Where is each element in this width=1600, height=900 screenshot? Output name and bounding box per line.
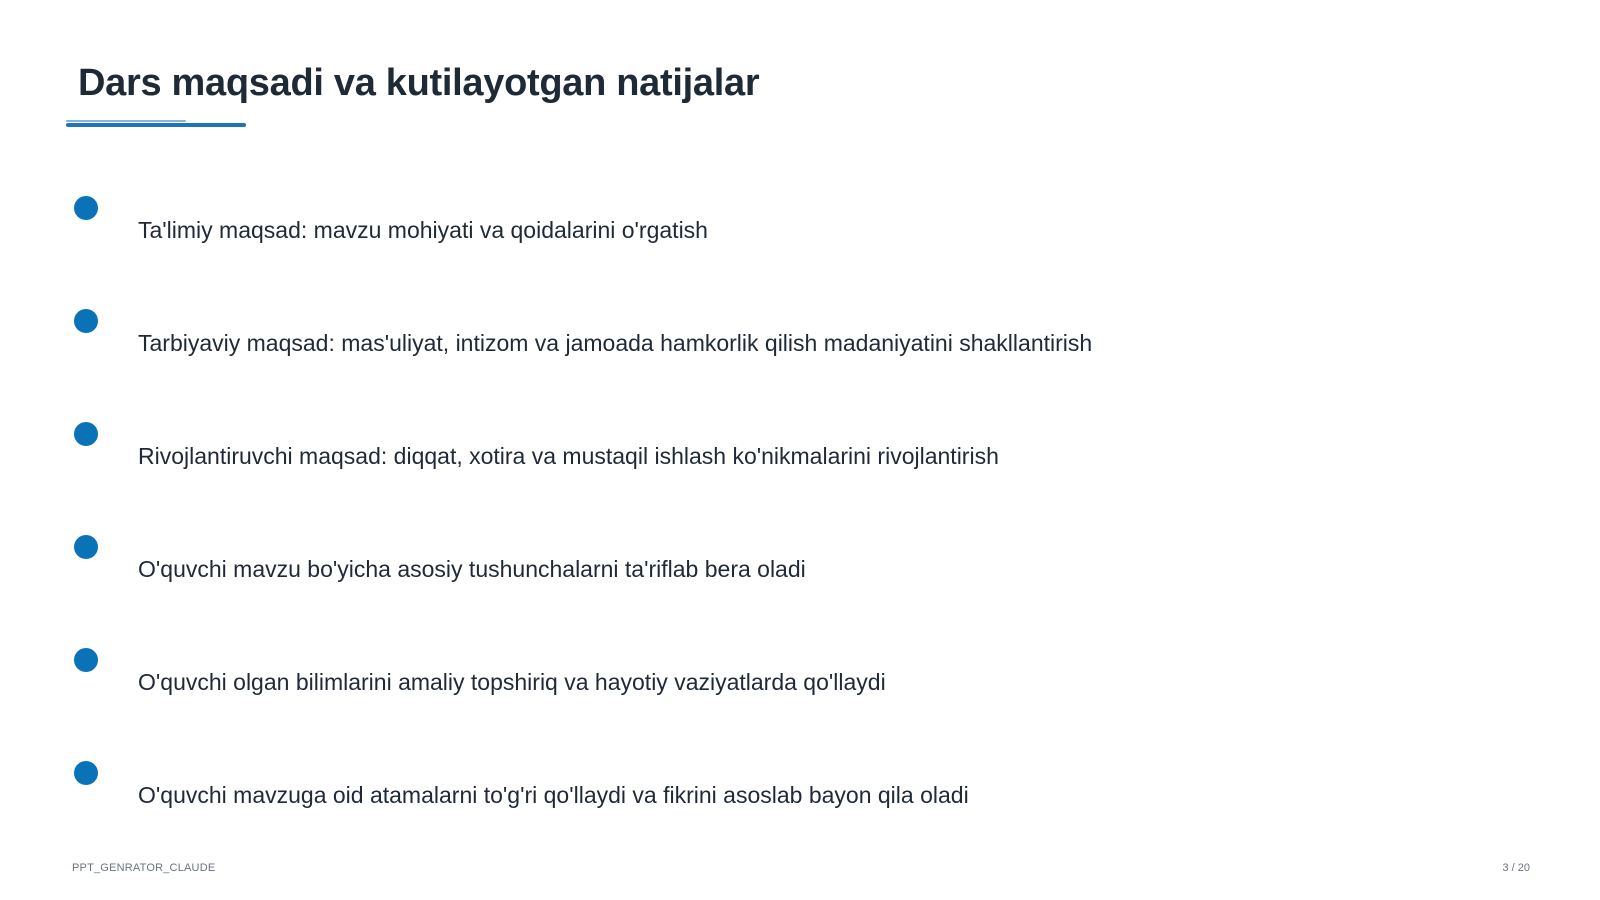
bullet-item <box>0 309 1600 369</box>
bullet-dot-icon <box>74 535 98 559</box>
bullet-dot-icon <box>74 648 98 672</box>
bullet-dot-icon <box>74 196 98 220</box>
bullet-item <box>0 196 1600 256</box>
bullet-dot-icon <box>74 309 98 333</box>
bullet-item <box>0 761 1600 821</box>
slide-title: Dars maqsadi va kutilayotgan natijalar <box>78 62 760 104</box>
page-indicator: 3 / 20 <box>1502 862 1530 874</box>
bullet-item <box>0 648 1600 708</box>
bullet-text: O'quvchi mavzu bo'yicha asosiy tushunchalarni ta'riflab bera oladi <box>138 556 806 582</box>
bullet-item <box>0 535 1600 595</box>
bullet-text: O'quvchi olgan bilimlarini amaliy topshiriq va hayotiy vaziyatlarda qo'llaydi <box>138 669 886 695</box>
bullet-text: O'quvchi mavzuga oid atamalarni to'g'ri qo'llaydi va fikrini asoslab bayon qila oladi <box>138 782 969 808</box>
bullet-text: Rivojlantiruvchi maqsad: diqqat, xotira va mustaqil ishlash ko'nikmalarini rivojlantirish <box>138 443 999 469</box>
bullet-item <box>0 422 1600 482</box>
bullet-text: Ta'limiy maqsad: mavzu mohiyati va qoidalarini o'rgatish <box>138 217 708 243</box>
bullet-text: Tarbiyaviy maqsad: mas'uliyat, intizom va jamoada hamkorlik qilish madaniyatini shakllantirish <box>138 330 1093 356</box>
bullet-dot-icon <box>74 761 98 785</box>
bullet-dot-icon <box>74 422 98 446</box>
footer-source-label: PPT_GENRATOR_CLAUDE <box>72 862 216 874</box>
